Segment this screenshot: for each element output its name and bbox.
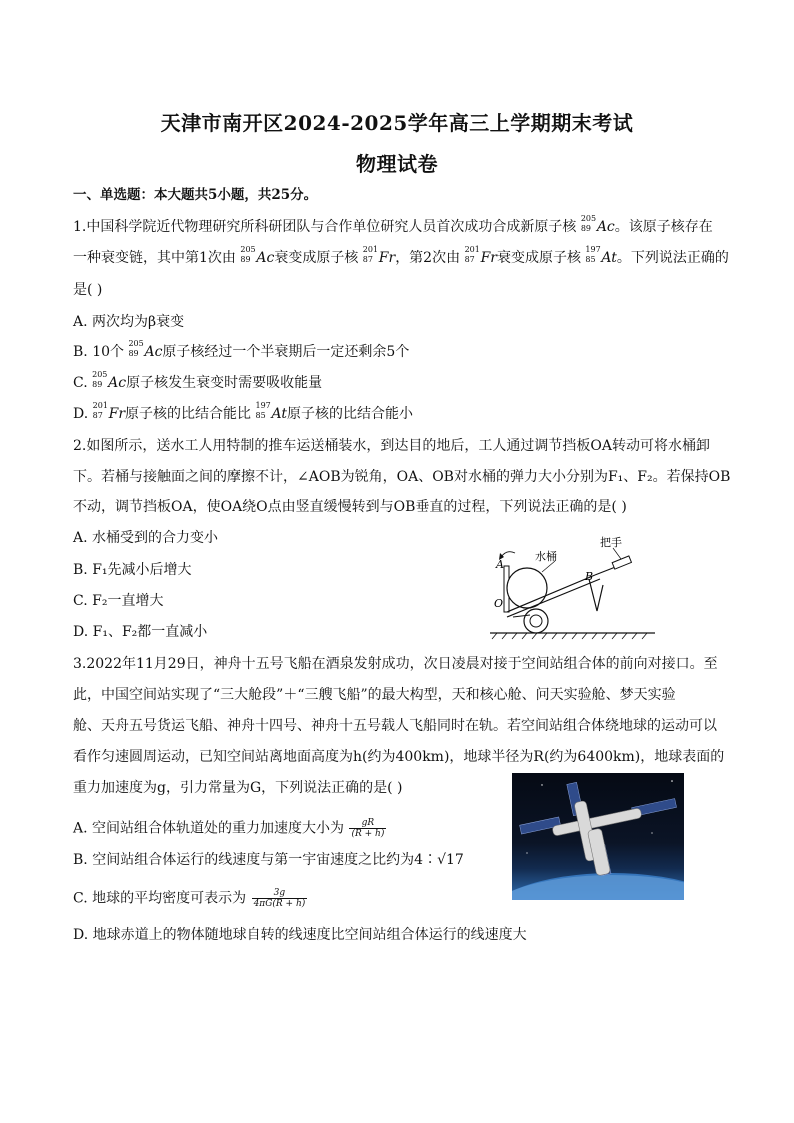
atomic-number: 85 [585,255,596,264]
element-symbol: At [601,250,617,266]
element-symbol: Ac [596,219,615,235]
q1-option-b [73,339,410,362]
nucleus-at [585,245,617,268]
mass-number: 201 [362,245,379,254]
q1-text: ，第2次由 [395,250,461,266]
option-text: 原子核发生衰变时需要吸收能量 [126,375,323,391]
option-text: 原子核经过一个半衰期后一定还剩余5个 [162,344,410,360]
element-symbol: Fr [378,250,396,266]
option-text: 原子核的比结合能比 [125,406,252,422]
nucleus-ac [240,245,275,268]
exam-title: 天津市南开区2024-2025学年高三上学期期末考试 [160,111,634,135]
handle-grip [612,556,631,569]
q1-text: 。该原子核存在 [614,219,713,235]
q3-option-b: B. 空间站组合体运行的线速度与第一宇宙速度之比约为4∶√17 [73,852,464,868]
atomic-number: 85 [255,411,266,420]
q2-option-d: D. F₁、F₂都一直减小 [73,624,208,640]
nucleus-ac [580,214,615,237]
mass-number: 205 [580,214,597,223]
mass-number: 205 [240,245,256,254]
q1-text: 衰变成原子核 [274,250,359,266]
cart-diagram [485,533,660,643]
q1-text: 衰变成原子核 [496,250,581,266]
earth-glow [512,875,684,900]
element-symbol: Fr [108,406,126,422]
q1-option-a: A. 两次均为β衰变 [73,314,185,330]
atomic-number: 89 [92,380,103,389]
handle-leader [613,548,621,559]
ground-hatch [492,633,647,639]
option-label: B. 10个 [73,344,125,360]
nucleus-ac [128,339,163,362]
atomic-number: 89 [240,255,251,264]
element-symbol: Ac [144,344,163,360]
q3-line2: 此，中国空间站实现了“三大舱段”＋“三艘飞船”的最大构型，天和核心舱、问天实验舱、梦天实验 [73,687,676,703]
label-a: A [496,558,504,571]
q3-line4: 看作匀速圆周运动，已知空间站离地面高度为h(约为400km)，地球半径为R(约为6400km)，地球表面的 [73,749,725,765]
q3-option-d: D. 地球赤道上的物体随地球自转的线速度比空间站组合体运行的线速度大 [73,927,527,943]
q3-option-c [73,888,308,909]
mass-number: 197 [585,245,601,254]
q3-line1: 3.2022年11月29日，神舟十五号飞船在酒泉发射成功，次日凌晨对接于空间站组合体的前向对接口。至 [73,656,718,672]
q1-option-c [73,370,323,393]
element-symbol: At [271,406,287,422]
wheel-hub [530,615,542,627]
fraction [349,818,386,839]
q1-line1 [73,214,713,237]
mass-number: 201 [92,401,108,410]
atomic-number: 87 [92,411,103,420]
q1-text: 。下列说法正确的 [616,250,729,266]
numerator: 3g [252,888,308,899]
atomic-number: 89 [128,349,139,358]
section-heading: 一、单选题：本大题共5小题，共25分。 [73,187,318,203]
element-symbol: Fr [480,250,497,266]
option-text: A. 空间站组合体轨道处的重力加速度大小为 [73,820,345,837]
q2-line3: 不动，调节挡板OA，使OA绕O点由竖直缓慢转到与OB垂直的过程，下列说法正确的是( ) [73,499,627,515]
element-symbol: Ac [256,250,275,266]
nucleus-at [255,401,288,424]
label-bucket: 水桶 [535,550,557,563]
label-o: O [494,597,504,610]
option-text: C. 地球的平均密度可表示为 [73,890,247,907]
q2-option-a: A. 水桶受到的合力变小 [73,530,219,546]
water-bucket [507,568,547,608]
denominator: (R + h) [351,829,385,839]
station-modules [552,800,642,876]
q1-line3: 是( ) [73,282,103,298]
denominator: 4πG(R + h) [253,899,306,909]
nucleus-fr [92,401,126,424]
q3-option-a [73,818,387,839]
q1-text: 1.中国科学院近代物理研究所科研团队与合作单位研究人员首次成功合成新原子核 [73,219,577,235]
mass-number: 201 [464,245,480,254]
option-label: C. [73,375,88,391]
nucleus-ac [92,370,127,393]
nucleus-fr [464,245,497,268]
label-handle: 把手 [600,536,622,549]
option-label: D. [73,406,89,422]
mass-number: 205 [128,339,144,348]
fraction [252,888,308,909]
mass-number: 205 [92,370,108,379]
space-station-photo [512,773,684,900]
exam-subtitle: 物理试卷 [356,152,438,176]
atomic-number: 87 [464,255,475,264]
atomic-number: 89 [580,224,591,233]
q2-option-b: B. F₁先减小后增大 [73,562,192,578]
q2-option-c: C. F₂一直增大 [73,593,164,609]
element-symbol: Ac [108,375,127,391]
space-station-illustration [512,773,684,900]
q1-line2 [73,245,729,268]
q2-line2: 下。若桶与接触面之间的摩擦不计，∠AOB为锐角，OA、OB对水桶的弹力大小分别为F₁、F₂。若保持OB [73,469,731,485]
q2-line1: 2.如图所示，送水工人用特制的推车运送桶装水，到达目的地后，工人通过调节挡板OA转动可将水桶卸 [73,438,710,454]
q3-line5: 重力加速度为g，引力常量为G，下列说法正确的是( ) [73,780,403,796]
mass-number: 197 [255,401,271,410]
rear-leg [589,579,603,611]
option-text: 原子核的比结合能小 [287,406,413,422]
nucleus-fr [362,245,396,268]
q3-line3: 舱、天舟五号货运飞船、神舟十四号、神舟十五号载人飞船同时在轨。若空间站组合体绕地球的运动可以 [73,718,717,734]
q1-option-d [73,401,413,424]
q1-text: 一种衰变链，其中第1次由 [73,250,236,266]
label-b: B [585,570,594,583]
numerator: gR [349,818,386,829]
atomic-number: 87 [362,255,373,264]
